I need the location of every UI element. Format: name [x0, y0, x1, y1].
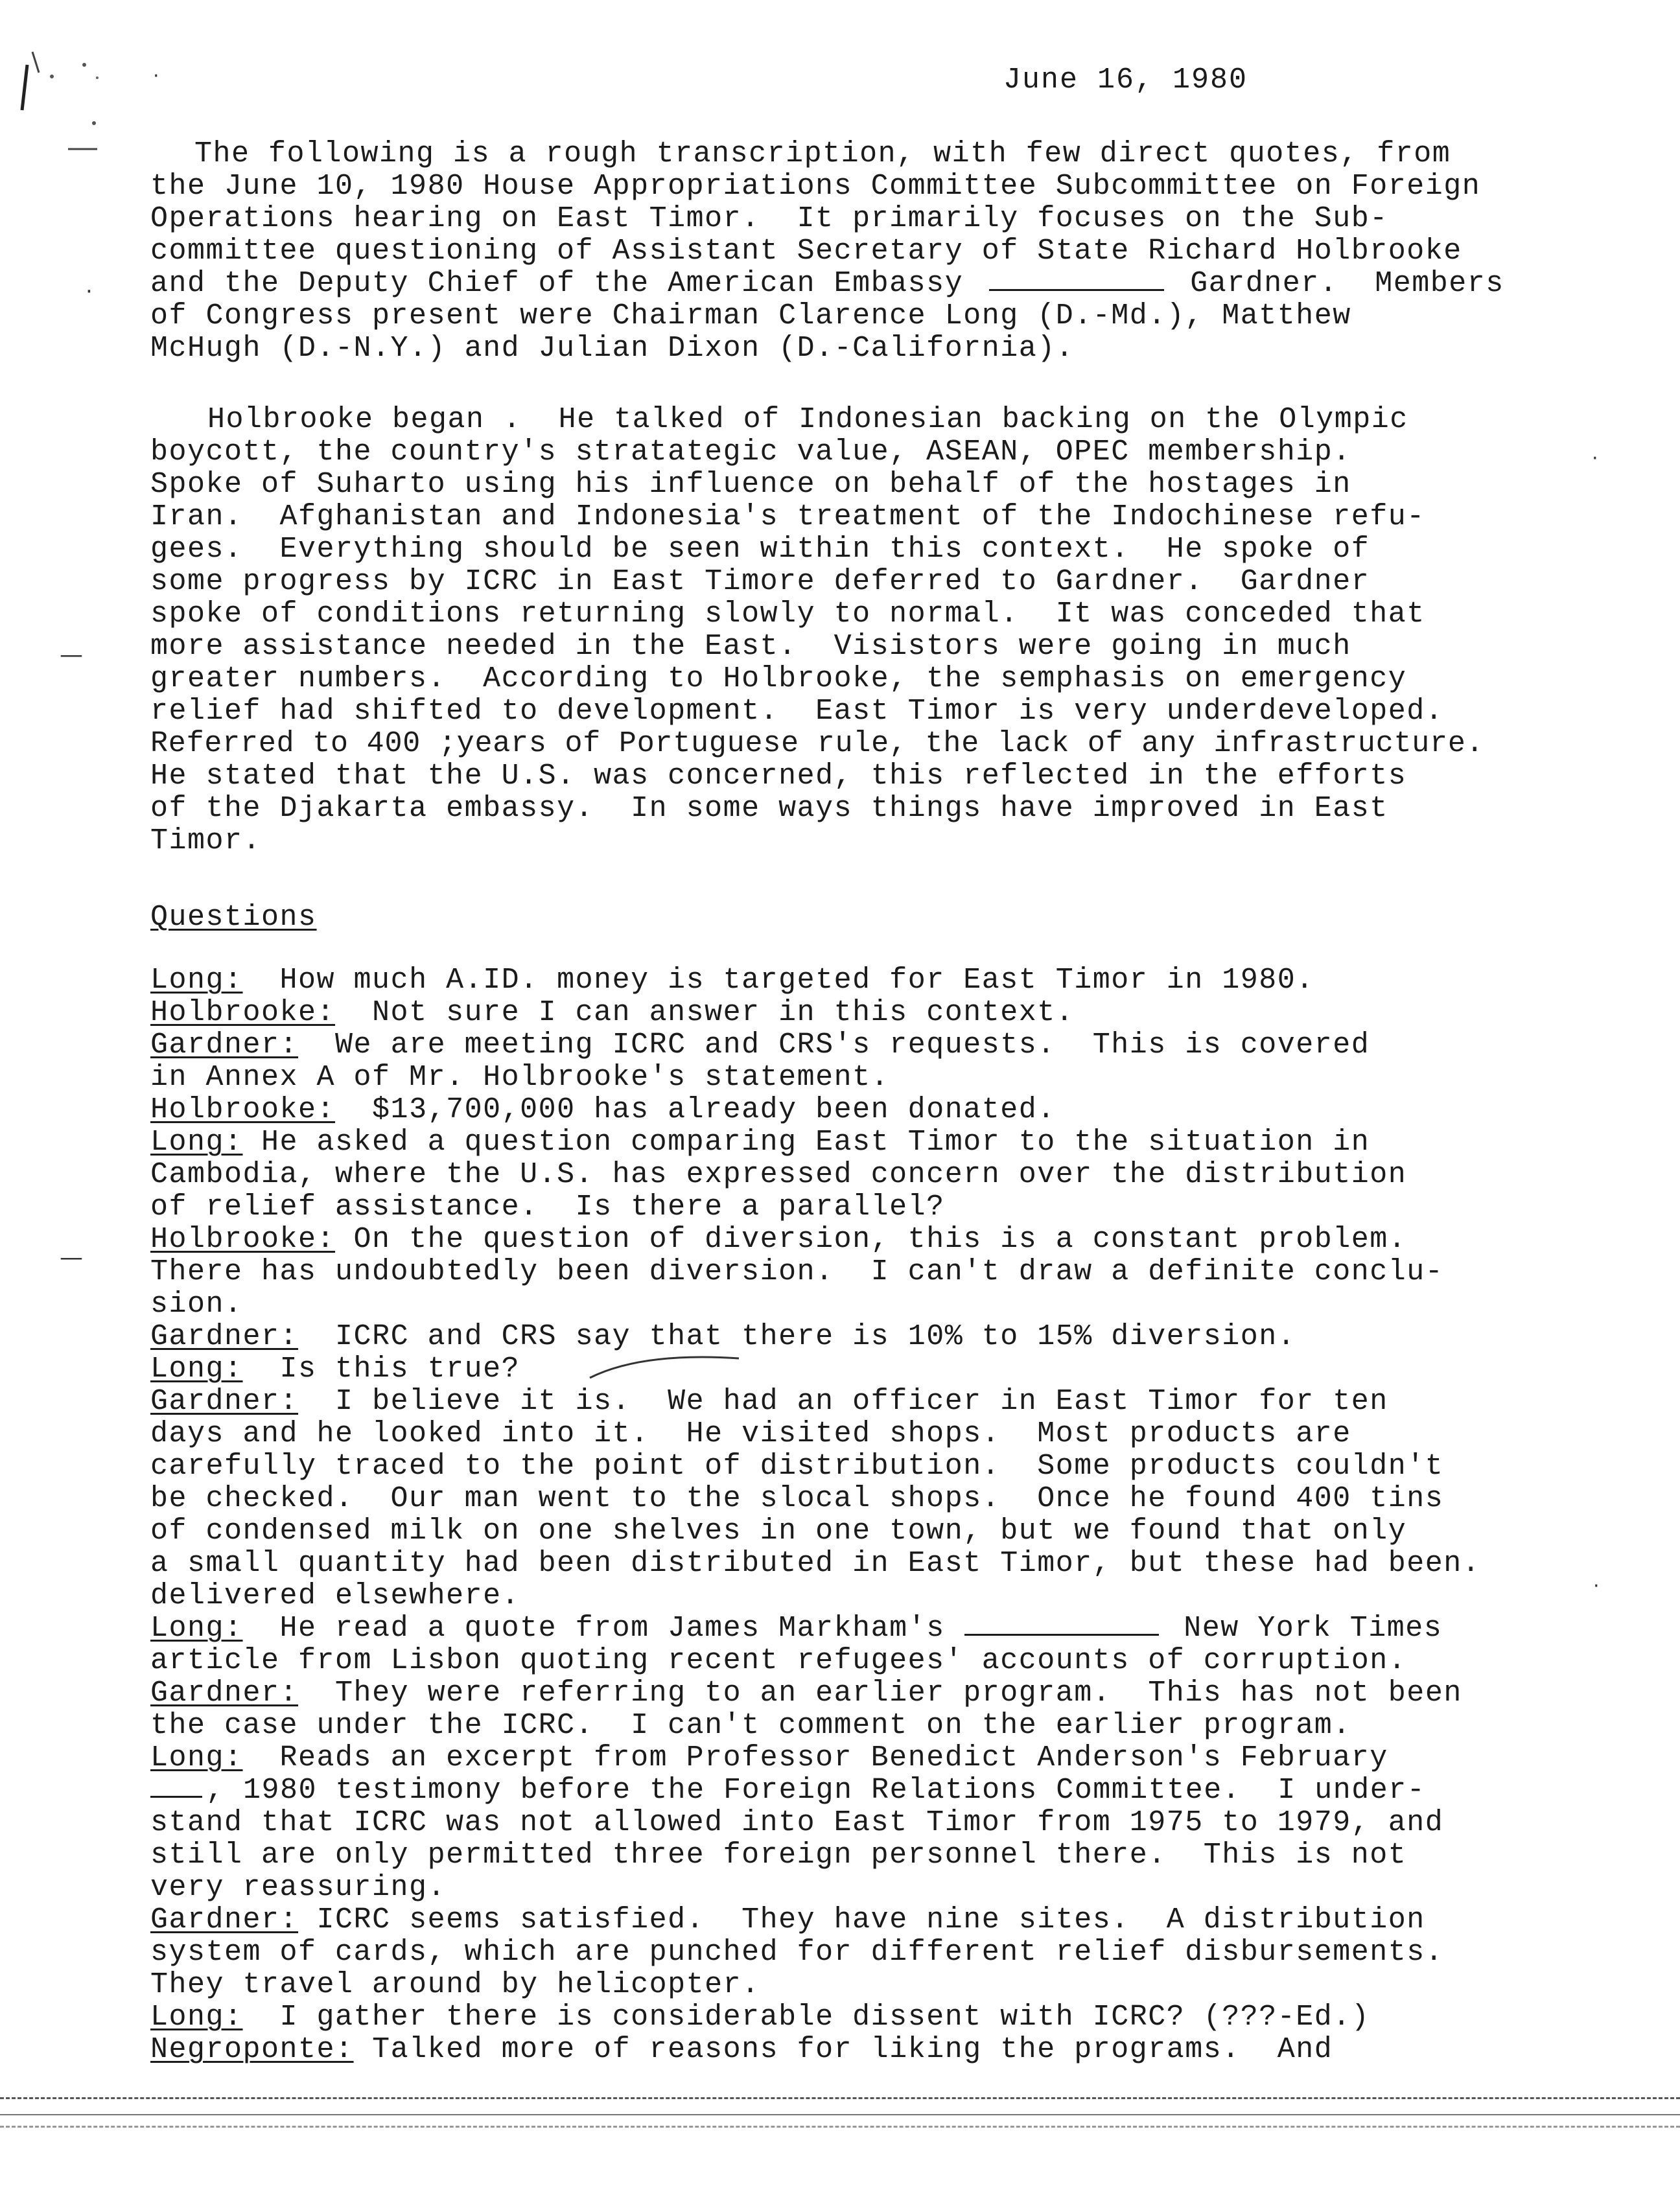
- qa-line: delivered elsewhere.: [150, 1579, 520, 1612]
- intro-text: and the Deputy Chief of the American Embassy: [150, 267, 964, 300]
- intro-text: Gardner. Members: [1190, 267, 1504, 300]
- qa-line: [150, 1774, 1425, 1807]
- qa-line: sion.: [150, 1288, 243, 1321]
- qa-line: [150, 1029, 1370, 1062]
- para-line: of the Djakarta embassy. In some ways things have improved in East: [150, 792, 1388, 825]
- para-line: gees. Everything should be seen within this context. He spoke of: [150, 533, 1370, 566]
- para-line: Timor.: [150, 824, 262, 857]
- qa-line: Cambodia, where the U.S. has expressed concern over the distribution: [150, 1158, 1407, 1191]
- qa-line: [150, 964, 1314, 997]
- scan-edge-rule: [0, 2126, 1680, 2128]
- para-line: more assistance needed in the East. Visistors were going in much: [150, 630, 1351, 663]
- margin-pen-mark: [13, 26, 143, 156]
- speaker-name: Gardner:: [150, 1385, 299, 1418]
- scan-edge-rule: [0, 2097, 1680, 2099]
- margin-dot: ·: [153, 65, 159, 87]
- qa-line: [150, 1093, 1056, 1126]
- speaker-name: Gardner:: [150, 1903, 299, 1936]
- para-line: He stated that the U.S. was concerned, this reflected in the efforts: [150, 760, 1407, 793]
- speaker-name: Holbrooke:: [150, 1093, 336, 1126]
- scan-edge-rule: [0, 2114, 1680, 2115]
- qa-line: [150, 1353, 520, 1386]
- speaker-name: Long:: [150, 1126, 243, 1159]
- qa-line: system of cards, which are punched for different relief disbursements.: [150, 1936, 1444, 1969]
- qa-text: I believe it is. We had an officer in East Timor for ten: [298, 1385, 1388, 1418]
- qa-line: stand that ICRC was not allowed into East Timor from 1975 to 1979, and: [150, 1806, 1444, 1839]
- speaker-name: Long:: [150, 1741, 243, 1774]
- para-line: some progress by ICRC in East Timore deferred to Gardner. Gardner: [150, 565, 1370, 598]
- qa-line: [150, 1385, 1388, 1418]
- para-line: Referred to 400 ;years of Portuguese rule, the lack of any infrastructure.: [150, 727, 1484, 760]
- qa-line: a small quantity had been distributed in East Timor, but these had been.: [150, 1547, 1481, 1580]
- qa-line: There has undoubtedly been diversion. I can't draw a definite conclu-: [150, 1255, 1444, 1288]
- intro-line: [150, 267, 1504, 300]
- qa-text: Not sure I can answer in this context.: [335, 996, 1075, 1029]
- margin-dot: ·: [1593, 1575, 1600, 1598]
- qa-text: New York Times: [1165, 1612, 1443, 1645]
- questions-heading: Questions: [150, 901, 317, 934]
- qa-line: [150, 2001, 1370, 2034]
- qa-line: the case under the ICRC. I can't comment on the earlier program.: [150, 1709, 1351, 1742]
- qa-line: of relief assistance. Is there a parallel?: [150, 1191, 945, 1224]
- speaker-name: Long:: [150, 964, 243, 997]
- qa-line: [150, 1677, 1462, 1710]
- speaker-name: Holbrooke:: [150, 996, 336, 1029]
- speaker-name: Long:: [150, 2001, 243, 2034]
- qa-line: [150, 1126, 1370, 1159]
- intro-line: The following is a rough transcription, with few direct quotes, from: [194, 137, 1451, 170]
- qa-line: [150, 1612, 1442, 1645]
- para-line: boycott, the country's stratategic value, ASEAN, OPEC membership.: [150, 436, 1351, 469]
- qa-line: carefully traced to the point of distribution. Some products couldn't: [150, 1450, 1444, 1483]
- qa-line: days and he looked into it. He visited shops. Most products are: [150, 1417, 1351, 1450]
- para-line: relief had shifted to development. East Timor is very underdeveloped.: [150, 695, 1444, 728]
- qa-text: How much A.ID. money is targeted for East Timor in 1980.: [242, 964, 1314, 997]
- speaker-name: Negroponte:: [150, 2033, 354, 2066]
- speaker-name: Gardner:: [150, 1677, 299, 1710]
- speaker-name: Gardner:: [150, 1029, 299, 1062]
- qa-text: $13,700,000 has already been donated.: [335, 1093, 1056, 1126]
- qa-text: On the question of diversion, this is a constant problem.: [335, 1223, 1407, 1256]
- pen-stroke: [583, 1345, 752, 1384]
- intro-line: of Congress present were Chairman Clarence Long (D.-Md.), Matthew: [150, 299, 1351, 332]
- qa-text: ICRC seems satisfied. They have nine sites. A distribution: [298, 1903, 1425, 1936]
- margin-dash: —: [60, 642, 83, 668]
- blank-line: [964, 1614, 1159, 1636]
- speaker-name: Long:: [150, 1612, 243, 1645]
- para-line: Spoke of Suharto using his influence on behalf of the hostages in: [150, 468, 1351, 501]
- qa-text: We are meeting ICRC and CRS's requests. This is covered: [298, 1029, 1370, 1062]
- intro-line: the June 10, 1980 House Appropriations Committee Subcommittee on Foreign: [150, 170, 1481, 203]
- blank-line: [150, 1776, 202, 1798]
- speaker-name: Long:: [150, 1353, 243, 1386]
- margin-dash: —: [60, 1244, 83, 1271]
- qa-line: [150, 1223, 1406, 1256]
- qa-text: I gather there is considerable dissent with ICRC? (???-Ed.): [242, 2001, 1370, 2034]
- intro-line: committee questioning of Assistant Secretary of State Richard Holbrooke: [150, 235, 1462, 268]
- qa-line: very reassuring.: [150, 1871, 447, 1904]
- qa-line: of condensed milk on one shelves in one town, but we found that only: [150, 1515, 1407, 1548]
- qa-line: article from Lisbon quoting recent refugees' accounts of corruption.: [150, 1644, 1407, 1677]
- qa-line: They travel around by helicopter.: [150, 1968, 760, 2001]
- para-line: Iran. Afghanistan and Indonesia's treatment of the Indochinese refu-: [150, 500, 1425, 533]
- para-line: spoke of conditions returning slowly to normal. It was conceded that: [150, 598, 1425, 631]
- intro-line: McHugh (D.-N.Y.) and Julian Dixon (D.-California).: [150, 332, 1075, 365]
- blank-line: [989, 270, 1164, 291]
- qa-text: Talked more of reasons for liking the programs. And: [353, 2033, 1333, 2066]
- qa-text: ICRC and CRS say that there is 10% to 15% diversion.: [298, 1320, 1296, 1353]
- qa-text: He asked a question comparing East Timor to the situation in: [242, 1126, 1370, 1159]
- qa-text: Is this true?: [242, 1353, 520, 1386]
- para-line: Holbrooke began . He talked of Indonesian backing on the Olympic: [207, 403, 1408, 436]
- margin-dot: ·: [86, 279, 93, 305]
- qa-line: still are only permitted three foreign personnel there. This is not: [150, 1839, 1407, 1872]
- qa-line: in Annex A of Mr. Holbrooke's statement.: [150, 1061, 890, 1094]
- qa-text: , 1980 testimony before the Foreign Relations Committee. I under-: [206, 1774, 1426, 1807]
- qa-line: [150, 2033, 1333, 2066]
- qa-line: [150, 1903, 1425, 1936]
- qa-line: [150, 996, 1074, 1029]
- document-date: June 16, 1980: [1003, 64, 1248, 97]
- speaker-name: Gardner:: [150, 1320, 299, 1353]
- para-line: greater numbers. According to Holbrooke, the semphasis on emergency: [150, 662, 1407, 695]
- speaker-name: Holbrooke:: [150, 1223, 336, 1256]
- qa-line: [150, 1741, 1388, 1774]
- intro-line: Operations hearing on East Timor. It primarily focuses on the Sub-: [150, 202, 1388, 235]
- qa-text: He read a quote from James Markham's: [242, 1612, 945, 1645]
- qa-text: They were referring to an earlier program. This has not been: [298, 1677, 1462, 1710]
- qa-text: Reads an excerpt from Professor Benedict Anderson's February: [242, 1741, 1388, 1774]
- margin-dot: ·: [1592, 447, 1598, 470]
- qa-line: be checked. Our man went to the slocal shops. Once he found 400 tins: [150, 1482, 1444, 1515]
